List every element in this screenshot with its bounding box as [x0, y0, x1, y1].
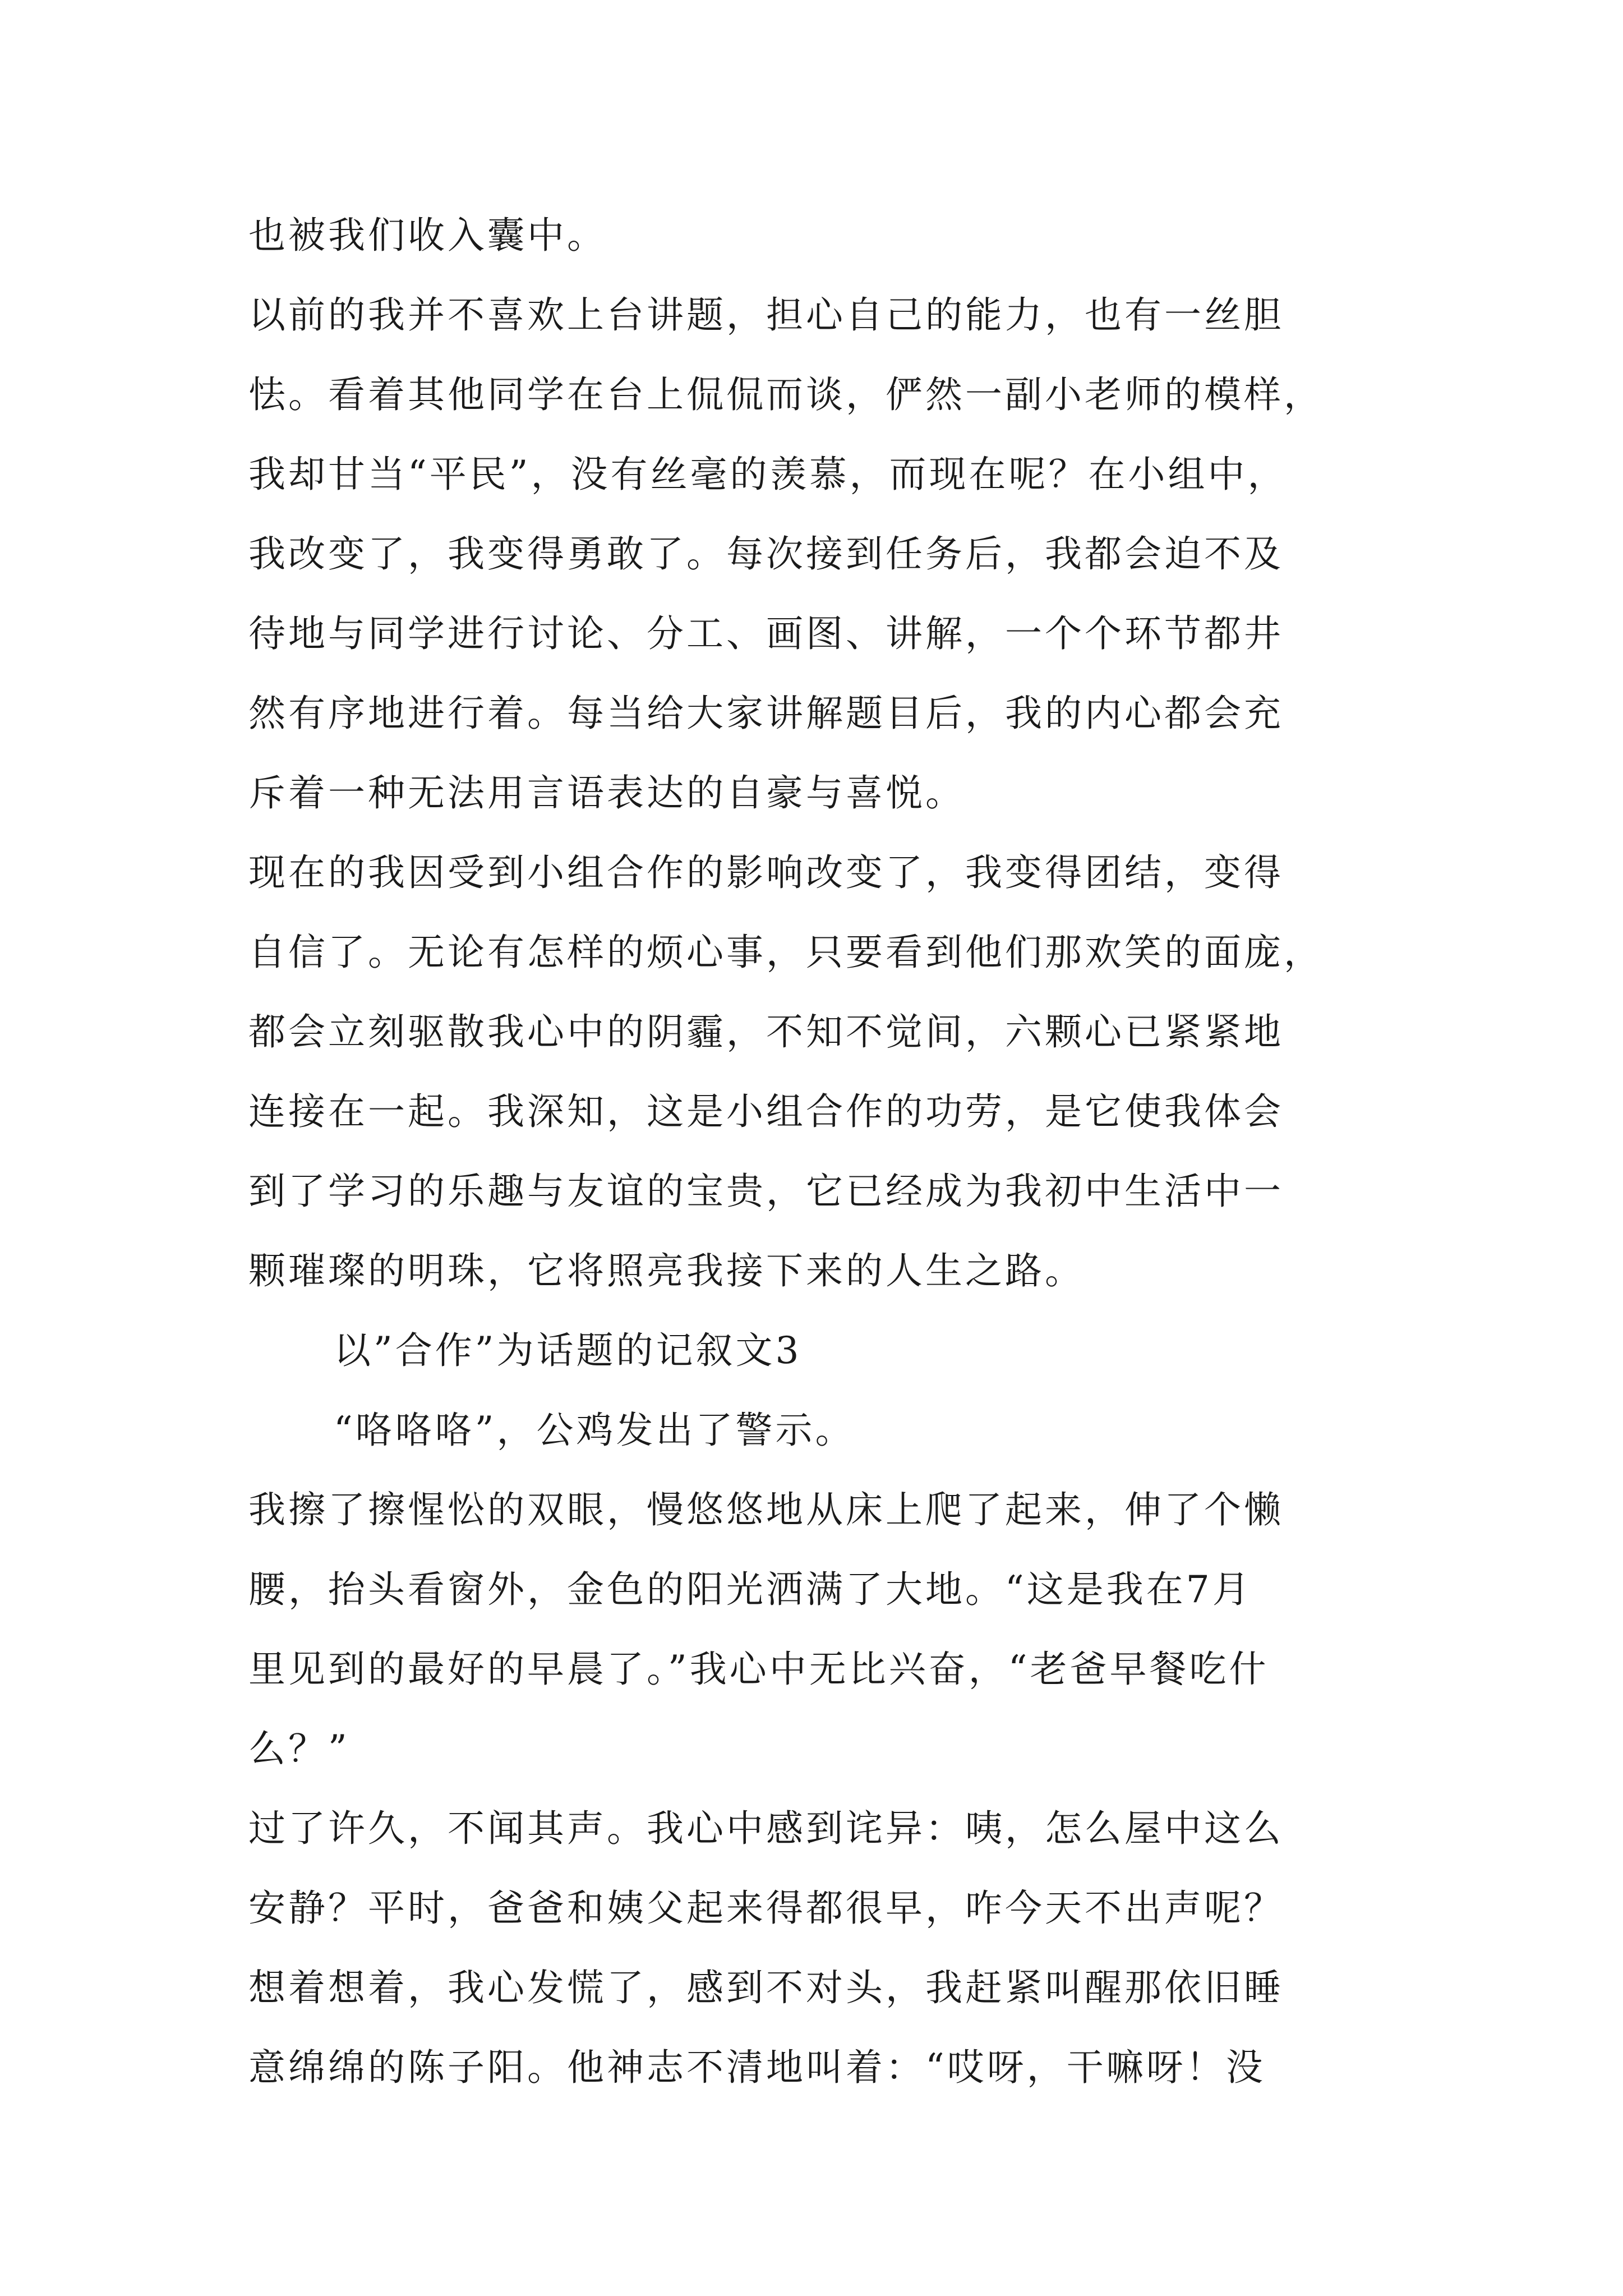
text-line: 我却甘当“平民”，没有丝毫的羡慕，而现在呢？在小组中，: [248, 453, 1288, 496]
text-line: 我改变了，我变得勇敢了。每次接到任务后，我都会迫不及: [248, 532, 1284, 576]
text-line: 里见到的最好的早晨了。”我心中无比兴奋，“老爸早餐吃什: [248, 1648, 1269, 1691]
text-line: 然有序地进行着。每当给大家讲解题目后，我的内心都会充: [248, 692, 1284, 735]
text-line: 现在的我因受到小组合作的影响改变了，我变得团结，变得: [248, 851, 1284, 894]
text-line: 自信了。无论有怎样的烦心事，只要看到他们那欢笑的面庞，: [248, 931, 1324, 974]
text-line: 颗璀璨的明珠，它将照亮我接下来的人生之路。: [248, 1249, 1085, 1292]
text-line: 腰，抬头看窗外，金色的阳光洒满了大地。“这是我在7月: [248, 1568, 1252, 1611]
text-line: 么？”: [248, 1727, 350, 1770]
text-line: 安静？平时，爸爸和姨父起来得都很早，咋今天不出声呢？: [248, 1887, 1284, 1930]
text-line: 意绵绵的陈子阳。他神志不清地叫着：“哎呀，干嘛呀！没: [248, 2046, 1266, 2089]
text-line: 也被我们收入囊中。: [248, 214, 607, 257]
text-line: 待地与同学进行讨论、分工、画图、讲解，一个个环节都井: [248, 612, 1284, 655]
text-line: 想着想着，我心发慌了，感到不对头，我赶紧叫醒那依旧睡: [248, 1966, 1284, 2009]
text-line: 怯。看着其他同学在台上侃侃而谈，俨然一副小老师的模样，: [248, 373, 1324, 416]
text-line: 以前的我并不喜欢上台讲题，担心自己的能力，也有一丝胆: [248, 293, 1284, 337]
section-heading: 以”合作”为话题的记叙文3: [334, 1329, 802, 1372]
text-line: 到了学习的乐趣与友谊的宝贵，它已经成为我初中生活中一: [248, 1170, 1284, 1213]
text-line: 我擦了擦惺忪的双眼，慢悠悠地从床上爬了起来，伸了个懒: [248, 1488, 1284, 1531]
text-line: 斥着一种无法用言语表达的自豪与喜悦。: [248, 771, 965, 815]
text-line: 都会立刻驱散我心中的阴霾，不知不觉间，六颗心已紧紧地: [248, 1010, 1284, 1053]
text-line: 过了许久，不闻其声。我心中感到诧异：咦，怎么屋中这么: [248, 1807, 1284, 1850]
text-line: 连接在一起。我深知，这是小组合作的功劳，是它使我体会: [248, 1090, 1284, 1133]
text-line: “咯咯咯”，公鸡发出了警示。: [334, 1409, 855, 1452]
